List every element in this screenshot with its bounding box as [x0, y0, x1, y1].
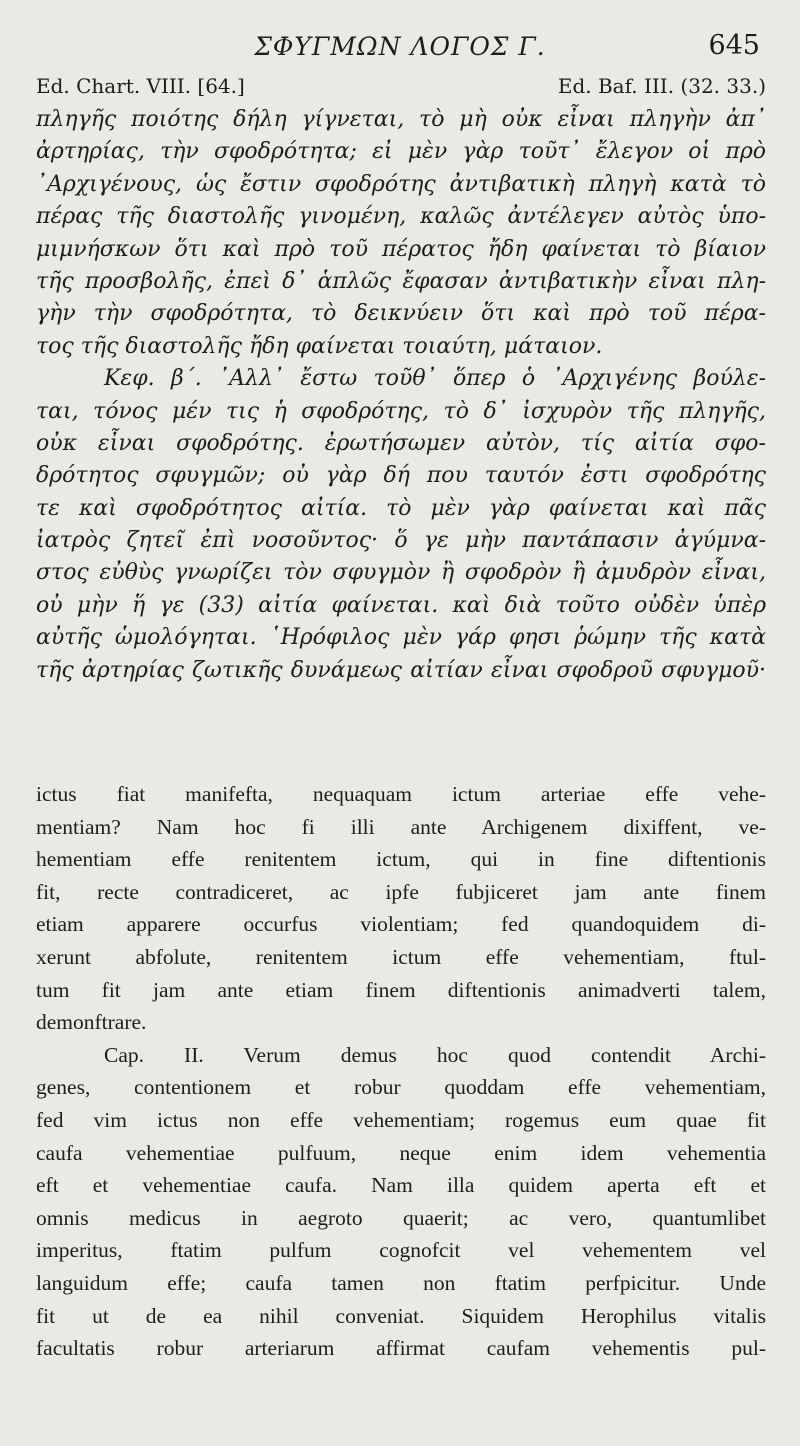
greek-line: ᾽Αρχιγένους, ὡς ἔστιν σφοδρότης ἀντιβατικὴ πληγὴ κατὰ τὸ: [36, 171, 766, 197]
greek-line: στος εὐθὺς γνωρίζει τὸν σφυγμὸν ἢ σφοδρὸν ἢ ἀμυδρὸν εἶναι,: [36, 560, 766, 586]
greek-line: γὴν τὴν σφοδρότητα, τὸ δεικνύειν ὅτι καὶ πρὸ τοῦ πέρα-: [36, 301, 766, 327]
greek-chapter-heading-line: Κεφ. β΄. ᾽Αλλ᾽ ἔστω τοῦθ᾽ ὅπερ ὁ ᾽Αρχιγένης βούλε-: [104, 366, 766, 392]
running-title: ΣΦΥΓΜΩΝ ΛΟΓΟΣ Γ.: [254, 32, 546, 61]
latin-line: ictus fiat manifefta, nequaquam ictum arteriae effe vehe-: [36, 782, 766, 806]
greek-line: ἀρτηρίας, τὴν σφοδρότητα; εἰ μὲν γὰρ τοῦτ᾽ ἔλεγον οἱ πρὸ: [36, 139, 766, 165]
latin-line: etiam apparere occurfus violentiam; fed quandoquidem di-: [36, 912, 766, 937]
latin-line: facultatis robur arteriarum affirmat caufam vehementis pul-: [36, 1336, 766, 1361]
greek-line: δρότητος σφυγμῶν; οὐ γὰρ δή που ταυτόν ἐστι σφοδρότης: [36, 463, 766, 489]
greek-line: πληγῆς ποιότης δήλη γίγνεται, τὸ μὴ οὐκ εἶναι πληγὴν ἀπ᾽: [36, 107, 766, 132]
latin-line: demonftrare.: [36, 1010, 147, 1035]
edition-references: [36, 74, 766, 104]
greek-line: τος τῆς διαστολῆς ἤδη φαίνεται τοιαύτη, μάταιον.: [36, 333, 603, 359]
latin-line: languidum effe; caufa tamen non ftatim perfpicitur. Unde: [36, 1270, 766, 1295]
latin-line: omnis medicus in aegroto quaerit; ac vero, quantumlibet: [36, 1205, 766, 1230]
latin-line: hementiam effe renitentem ictum, qui in fine diftentionis: [36, 847, 766, 872]
greek-line: τῆς ἀρτηρίας ζωτικῆς δυνάμεως αἰτίαν εἶναι σφοδροῦ σφυγμοῦ·: [36, 657, 766, 683]
greek-line: μιμνήσκων ὅτι καὶ πρὸ τοῦ πέρατος ἤδη φαίνεται τὸ βίαιον: [36, 236, 766, 262]
latin-chapter-heading-line: Cap. II. Verum demus hoc quod contendit Archi-: [104, 1042, 766, 1067]
latin-line: mentiam? Nam hoc fi illi ante Archigenem dixiffent, ve-: [36, 814, 766, 839]
latin-line: fed vim ictus non effe vehementiam; rogemus eum quae fit: [36, 1107, 766, 1132]
latin-line: caufa vehementiae pulfuum, neque enim idem vehementia: [36, 1140, 766, 1165]
greek-line: πέρας τῆς διαστολῆς γινομένη, καλῶς ἀντέλεγεν αὐτὸς ὑπο-: [36, 204, 766, 230]
page-number: 645: [708, 30, 760, 61]
latin-line: tum fit jam ante etiam finem diftentionis animadverti talem,: [36, 977, 766, 1002]
latin-line: fit ut de ea nihil conveniat. Siquidem Herophilus vitalis: [36, 1303, 766, 1328]
latin-line: xerunt abfolute, renitentem ictum effe vehementiam, ftul-: [36, 944, 766, 969]
greek-line: τε καὶ σφοδρότητος αἰτία. τὸ μὲν γὰρ φαίνεται καὶ πᾶς: [36, 495, 766, 521]
greek-line: οὐ μὴν ἥ γε (33) αἰτία φαίνεται. καὶ διὰ τοῦτο οὐδὲν ὑπὲρ: [36, 592, 766, 618]
edition-chartier: Ed. Chart. VIII. [64.]: [36, 74, 245, 98]
page-header: [0, 26, 800, 66]
greek-line: ἰατρὸς ζητεῖ ἐπὶ νοσοῦντος· ὅ γε μὴν παντάπασιν ἀγύμνα-: [36, 528, 766, 554]
greek-line: ται, τόνος μέν τις ἡ σφοδρότης, τὸ δ᾽ ἰσχυρὸν τῆς πληγῆς,: [36, 398, 766, 424]
greek-line: αὐτῆς ὡμολόγηται. ῾Ηρόφιλος μὲν γάρ φησι ῥώμην τῆς κατὰ: [36, 625, 766, 651]
greek-line: οὐκ εἶναι σφοδρότης. ἐρωτήσωμεν αὐτὸν, τίς αἰτία σφο-: [36, 430, 766, 456]
greek-text: [36, 104, 766, 687]
latin-line: imperitus, ftatim pulfum cognofcit vel vehementem vel: [36, 1238, 766, 1263]
greek-line: τῆς προσβολῆς, ἐπεὶ δ᾽ ἁπλῶς ἔφασαν ἀντιβατικὴν εἶναι πλη-: [36, 268, 766, 294]
latin-line: genes, contentionem et robur quoddam effe vehementiam,: [36, 1075, 766, 1100]
edition-basel: Ed. Baf. III. (32. 33.): [557, 74, 766, 98]
latin-line: fit, recte contradiceret, ac ipfe fubjiceret jam ante finem: [36, 879, 766, 904]
latin-line: eft et vehementiae caufa. Nam illa quidem aperta eft et: [36, 1173, 766, 1198]
latin-text: [36, 778, 766, 1365]
